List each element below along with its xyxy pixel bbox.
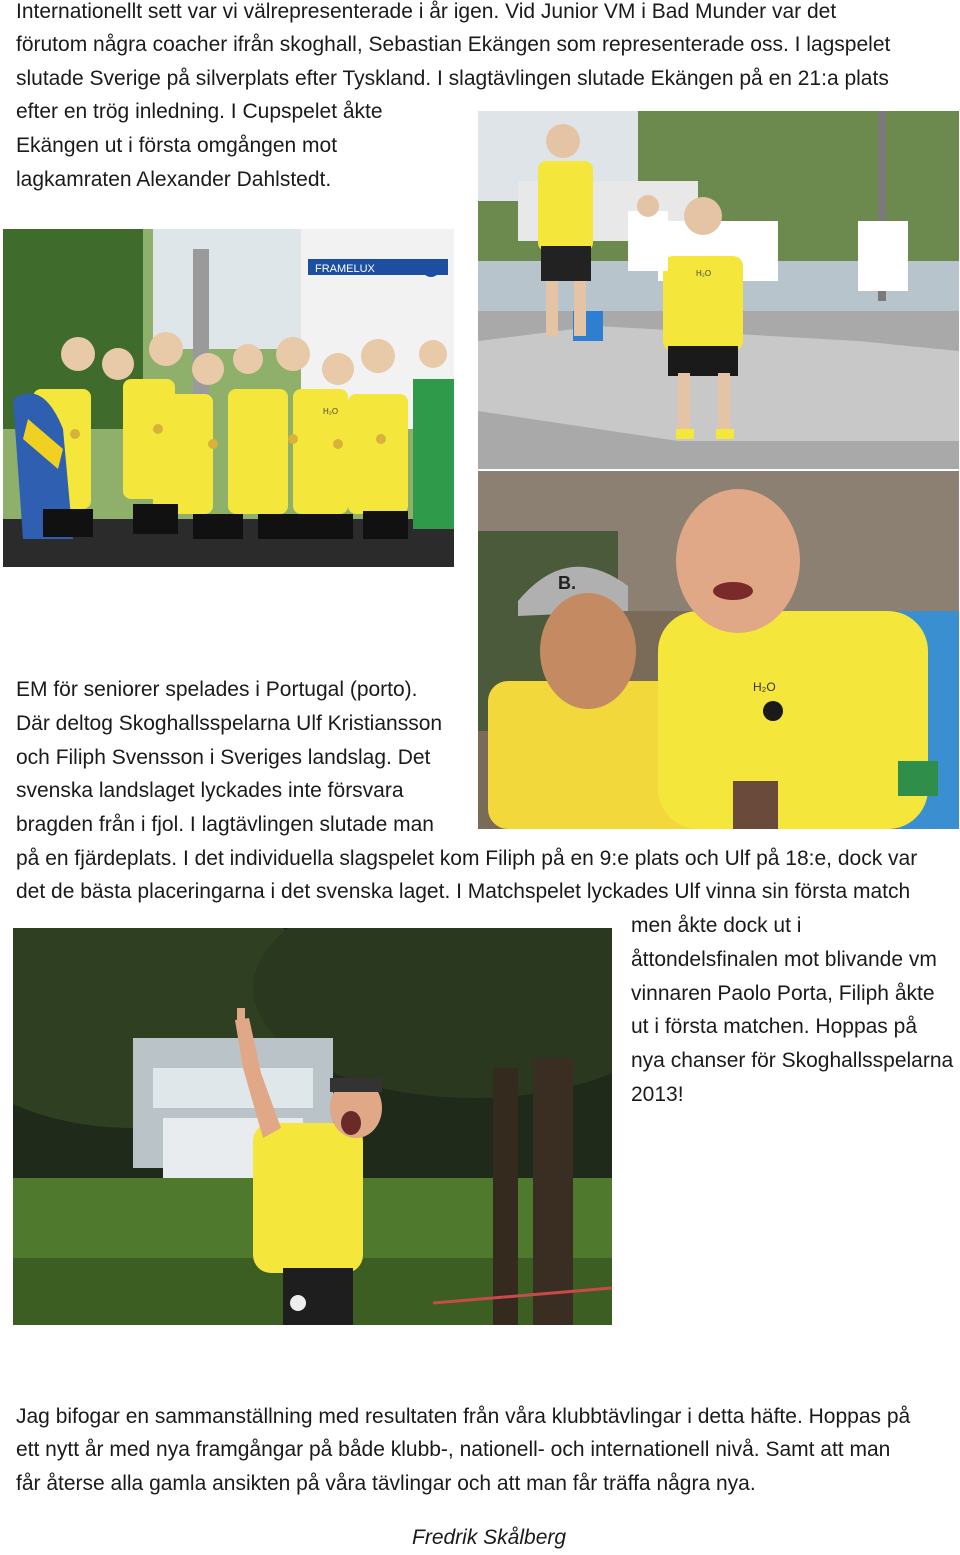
coaches-photo — [478, 471, 959, 829]
shirt-logo: H₂O — [753, 680, 776, 694]
shirt-logo: H₂O — [696, 269, 712, 278]
paragraph-junior-line: Ekängen ut i första omgången mot — [16, 134, 338, 157]
paragraph-em-line: svenska landslaget lyckades inte försvara — [16, 779, 404, 802]
paragraph-closing-line: ett nytt år med nya framgångar på både klubb-, nationell- och internationell nivå. Samt att man — [16, 1438, 891, 1461]
cap-text: B. — [558, 573, 576, 593]
paragraph-em-line: 2013! — [631, 1083, 684, 1106]
celebration-photo — [13, 928, 612, 1325]
shirt-logo: H₂O — [323, 407, 339, 416]
paragraph-junior-line: efter en trög inledning. I Cupspelet åkte — [16, 100, 383, 123]
paragraph-junior-line: Internationellt sett var vi välrepresenterade i år igen. Vid Junior VM i Bad Munder var det — [16, 0, 837, 23]
paragraph-em-line: och Filiph Svensson i Sveriges landslag. Det — [16, 746, 431, 769]
paragraph-junior-line: slutade Sverige på silverplats efter Tyskland. I slagtävlingen slutade Ekängen på en 21:a plats — [16, 67, 889, 90]
paragraph-closing-line: Jag bifogar en sammanställning med resultaten från våra klubbtävlingar i detta häfte. Hoppas på — [16, 1405, 911, 1428]
player-photo — [478, 111, 959, 469]
paragraph-em-line: åttondelsfinalen mot blivande vm — [631, 948, 937, 971]
paragraph-em-line: men åkte dock ut i — [631, 914, 802, 937]
paragraph-em-line: nya chanser för Skoghallsspelarna — [631, 1049, 954, 1072]
paragraph-em-line: bragden från i fjol. I lagtävlingen slutade man — [16, 813, 434, 836]
signature: Fredrik Skålberg — [412, 1526, 567, 1549]
paragraph-closing-line: får återse alla gamla ansikten på våra tävlingar och att man får träffa några nya. — [16, 1472, 756, 1495]
paragraph-em-line: vinnaren Paolo Porta, Filiph åkte — [631, 982, 935, 1005]
banner-text: FRAMELUX — [315, 263, 375, 275]
paragraph-em-line: EM för seniorer spelades i Portugal (porto). — [16, 678, 418, 701]
paragraph-em-line: på en fjärdeplats. I det individuella slagspelet kom Filiph på en 9:e plats och Ulf på 18:e, dock var — [16, 847, 918, 870]
paragraph-junior-line: förutom några coacher ifrån skoghall, Sebastian Ekängen som representerade oss. I lagspelet — [16, 33, 891, 56]
paragraph-em-line: ut i första matchen. Hoppas på — [631, 1015, 917, 1038]
paragraph-junior-line: lagkamraten Alexander Dahlstedt. — [16, 168, 332, 191]
paragraph-em-line: det de bästa placeringarna i det svenska laget. I Matchspelet lyckades Ulf vinna sin första match — [16, 880, 911, 903]
paragraph-em-line: Där deltog Skoghallsspelarna Ulf Kristiansson — [16, 712, 443, 735]
team-photo — [3, 229, 454, 567]
